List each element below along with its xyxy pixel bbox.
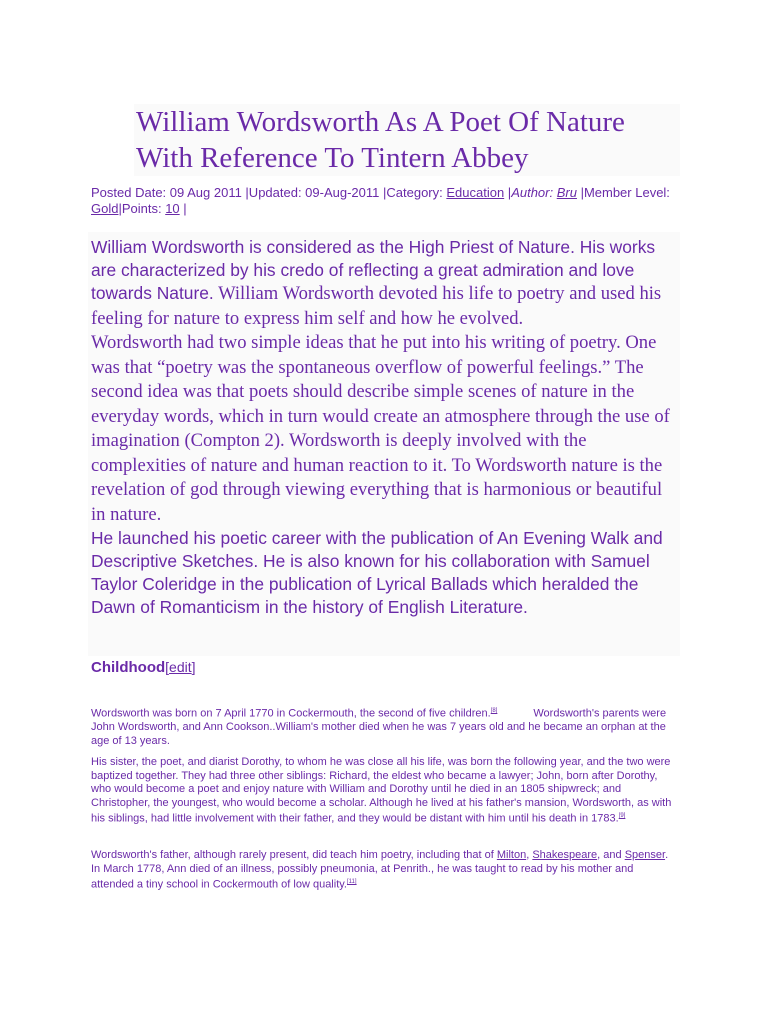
para3-text: Wordsworth's father, although rarely present, did teach him poetry, including that of xyxy=(91,849,497,861)
meta-tail: | xyxy=(179,201,187,216)
intro-paragraph-2: Wordsworth had two simple ideas that he put into his writing of poetry. One was that “poetry was the spontaneous overflow of powerful feelings.” The second idea was that poets should describe simple scenes of nature in the everyday words, which in turn would create an atmosphere through the use of imagination (Compton 2). Wordsworth is deeply involved with the complexities of nature and human reaction to it. To Wordsworth nature is the revelation of god through viewing everything that is harmonious or beautiful in nature. xyxy=(91,332,670,525)
spenser-link[interactable]: Spenser xyxy=(624,849,666,861)
para1-rest: Wordsworth's parents were John Wordsworth, and Ann Cookson..William's mother died when he was 7 years old and he became an orphan at the age of 13 years. xyxy=(91,707,667,747)
para3-sep: , xyxy=(526,849,533,861)
meta-separator: | xyxy=(504,185,512,200)
edit-link[interactable]: edit xyxy=(169,659,192,675)
childhood-paragraph-1 xyxy=(91,705,677,748)
citation-link[interactable]: [11] xyxy=(347,879,357,885)
intro-paragraph-1: William Wordsworth is considered as the High Priest of Nature. His works are characterized by his credo of reflecting a great admiration and love towards Nature. xyxy=(91,237,656,303)
author-link[interactable]: Bru xyxy=(556,185,577,200)
section-heading-childhood xyxy=(91,657,196,678)
citation-link[interactable]: [8] xyxy=(490,708,498,714)
intro-paragraph-1b: William Wordsworth devoted his life to poetry and used his feeling for nature to express him self and how he evolved. xyxy=(91,283,662,329)
post-meta xyxy=(91,185,691,217)
posted-label: Posted Date: 09 Aug 2011 |Updated: 09-Aug-2011 |Category: xyxy=(91,185,447,200)
para3-sep: , and xyxy=(597,849,625,861)
author-label: Author: xyxy=(511,185,557,200)
shakespeare-link[interactable]: Shakespeare xyxy=(532,849,598,861)
page-title: William Wordsworth As A Poet Of Nature With Reference To Tintern Abbey xyxy=(136,106,625,174)
member-level-link[interactable]: Gold xyxy=(91,201,119,216)
points-link[interactable]: 10 xyxy=(165,201,180,216)
edit-bracket-close: ] xyxy=(191,659,196,675)
points-label: |Points: xyxy=(118,201,166,216)
childhood-paragraph-3 xyxy=(91,849,677,892)
member-label: |Member Level: xyxy=(576,185,670,200)
category-link[interactable]: Education xyxy=(446,185,505,200)
para3-rest: . In March 1778, Ann died of an illness, possibly pneumonia, at Penrith., he was taught to read by his mother and attended a tiny school in Cockermouth of low quality. xyxy=(91,849,669,891)
para1-text: Wordsworth was born on 7 April 1770 in Cockermouth, the second of five children. xyxy=(91,707,491,720)
para2-text: His sister, the poet, and diarist Dorothy, to whom he was close all his life, was born the following year, and the two were baptized together. They had three other siblings: Richard, the eldest who became a lawyer; John, born after Dorothy, who would become a poet and enjoy nature with William and Dorothy until he died in an 1805 shipwreck; and Christopher, the youngest, who would become a scholar. Although he lived at his father's mansion, Wordsworth, as with his siblings, had little involvement with their father, and they would be distant with him until his death in 1783. xyxy=(91,756,672,825)
intro-block xyxy=(91,236,681,619)
childhood-paragraph-2 xyxy=(91,756,677,826)
citation-link[interactable]: [9] xyxy=(618,813,626,819)
section-title: Childhood xyxy=(91,659,166,676)
milton-link[interactable]: Milton xyxy=(496,849,527,861)
intro-paragraph-3: He launched his poetic career with the publication of An Evening Walk and Descriptive Sketches. He is also known for his collaboration with Samuel Taylor Coleridge in the publication of Lyrical Ballads which heralded the Dawn of Romanticism in the history of English Literature. xyxy=(91,528,663,617)
edit-bracket-open: [ xyxy=(165,659,170,675)
